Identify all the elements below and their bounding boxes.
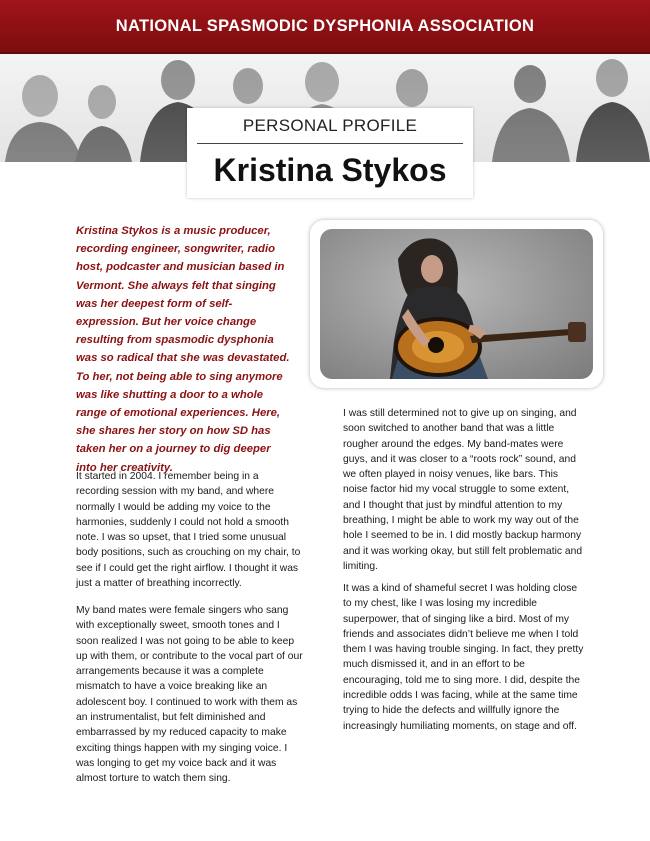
body-paragraph-2: My band mates were female singers who sang with exceptionally sweet, smooth tones and I soon realized I was not going to be able to keep up with them, or contribute to the vocal part of our arrangements because it was a complete mismatch to have a voice breaking like an adolescent boy. I continued to work with them as an instrumentalist, but felt diminished and embarrassed by my reduced capacity to make exciting things happen with my singing voice. I was longing to get my voice back and it was almost torture to watch them sing.: [76, 605, 303, 785]
body-paragraph-4: It was a kind of shameful secret I was holding close to my chest, like I was losing my incredible superpower, that of singing like a bird. Most of my friends and associates didn’t believe me when I told them I was having trouble singing. In fact, they pretty much dismissed it, and in an effort to be encouraging, told me to sing more. I did, despite the incredible odds I was facing, while at the same time trying to hide the defects and willfully ignore the increasingly humiliating moments, on stage and off.: [343, 583, 584, 732]
header-bar: [0, 0, 650, 54]
profile-title-box: [187, 108, 473, 198]
photo-frame: [310, 220, 603, 388]
body-paragraph-1: It started in 2004. I remember being in a recording session with my band, and where normally I would be adding my voice to the harmonies, suddenly I could not hold a smooth note. I was so upset, that I tried some unusual body positions, such as crouching on my chair, to see if I could get the right airflow. I thought it was just a matter of breathing incorrectly.: [76, 471, 301, 590]
body-paragraph-3: I was still determined not to give up on singing, and soon switched to another band that was a little rougher around the edges. My band-mates were guys, and it was closer to a “roots rock” sound, and we often played in noisy venues, like bars. This noise factor hid my vocal struggle to some extent, and I thought that just by mindful attention to my breathing, I might be able to work my way out of the hole I seemed to be in. I did mostly backup harmony and it was working okay, but still felt problematic and limiting.: [343, 408, 583, 572]
section-label: PERSONAL PROFILE: [242, 116, 418, 135]
intro-paragraph: Kristina Stykos is a music producer, recording engineer, songwriter, radio host, podcaster and musician based in Vermont. She always felt that singing was her deepest form of self-expression. But her voice change resulting from spasmodic dysphonia was so radical that she was devastated. To her, not being able to sing anymore was like shutting a door to a whole range of emotional experiences. Here, she shares her story on how SD has taken her on a journey to dig deeper into her creativity.: [76, 225, 290, 474]
profile-name: Kristina Stykos: [213, 152, 447, 188]
woman-playing-guitar-photo: [320, 229, 593, 379]
title-divider: [197, 143, 463, 144]
organization-title: NATIONAL SPASMODIC DYSPHONIA ASSOCIATION: [115, 16, 535, 35]
